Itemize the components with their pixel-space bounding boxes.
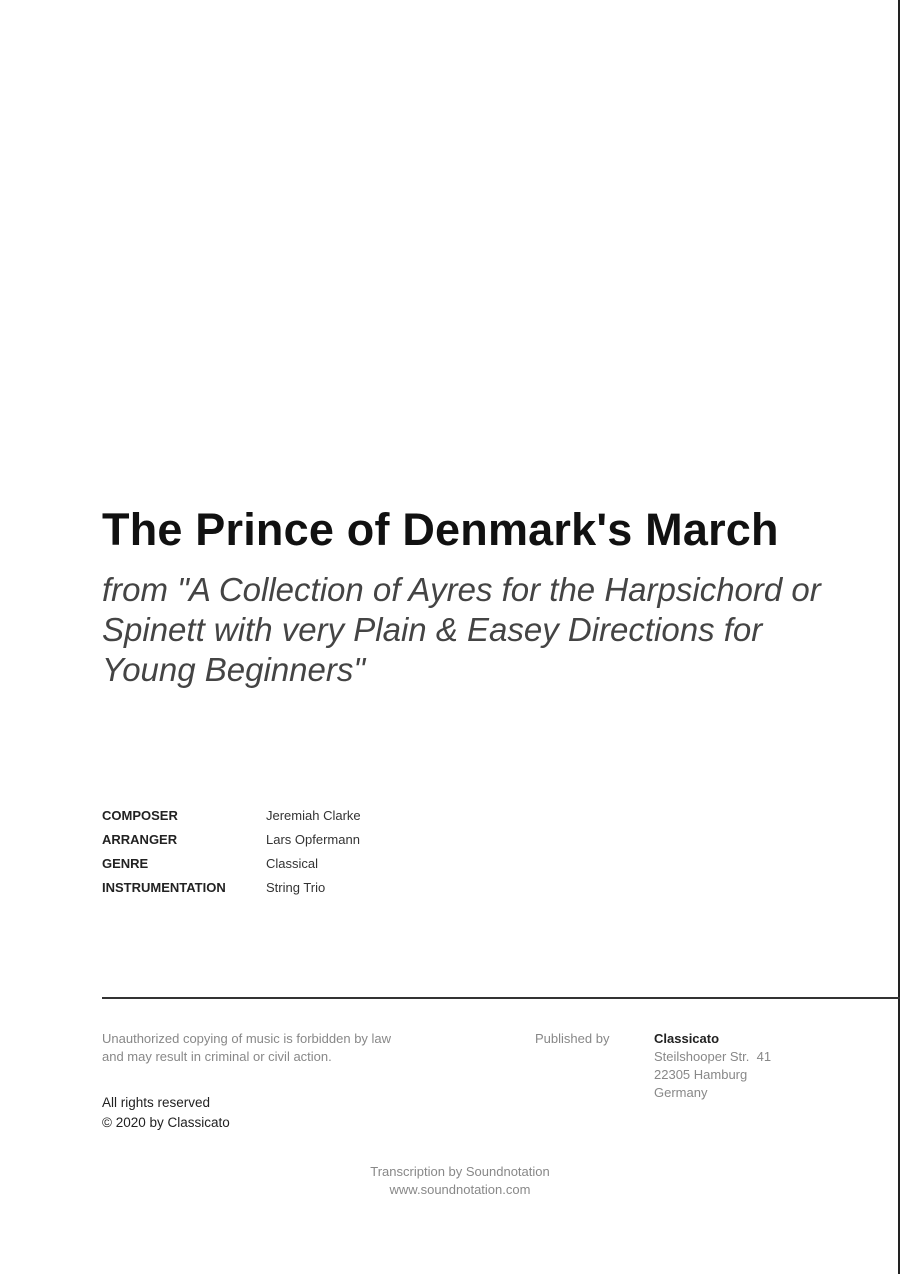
meta-row-arranger	[102, 828, 361, 852]
publisher-city: 22305 Hamburg	[654, 1067, 748, 1082]
metadata-table	[102, 804, 361, 900]
meta-key: GENRE	[102, 856, 149, 871]
copyright-disclaimer	[102, 1030, 462, 1066]
rights-reserved: All rights reserved	[102, 1095, 211, 1110]
published-by-label: Published by	[535, 1031, 610, 1046]
publisher-address	[654, 1030, 771, 1102]
meta-row-genre	[102, 852, 361, 876]
meta-value: Lars Opfermann	[266, 832, 360, 847]
disclaimer-line: Unauthorized copying of music is forbidden by law	[102, 1031, 392, 1046]
meta-value: Jeremiah Clarke	[266, 808, 361, 823]
meta-key: COMPOSER	[102, 808, 178, 823]
meta-row-instrumentation	[102, 876, 361, 900]
meta-row-composer	[102, 804, 361, 828]
transcription-credits	[0, 1163, 900, 1199]
score-subtitle: from "A Collection of Ayres for the Harpsichord or Spinett with very Plain & Easey Directions for Young Beginners"	[102, 571, 821, 688]
disclaimer-line: and may result in criminal or civil action.	[102, 1049, 332, 1064]
transcription-credit: Transcription by Soundnotation	[370, 1164, 550, 1179]
website-link[interactable]: www.soundnotation.com	[389, 1182, 531, 1197]
footer-divider	[102, 997, 900, 999]
meta-value: String Trio	[266, 880, 326, 895]
title-block	[102, 504, 862, 690]
publisher-country: Germany	[654, 1085, 708, 1100]
meta-value: Classical	[266, 856, 319, 871]
rights-notice	[102, 1093, 230, 1133]
publisher-street: Steilshooper Str. 41	[654, 1049, 772, 1064]
copyright-line: © 2020 by Classicato	[102, 1115, 230, 1130]
meta-key: ARRANGER	[102, 832, 178, 847]
meta-key: INSTRUMENTATION	[102, 880, 226, 895]
publisher-name: Classicato	[654, 1031, 720, 1046]
score-title: The Prince of Denmark's March	[102, 504, 779, 555]
